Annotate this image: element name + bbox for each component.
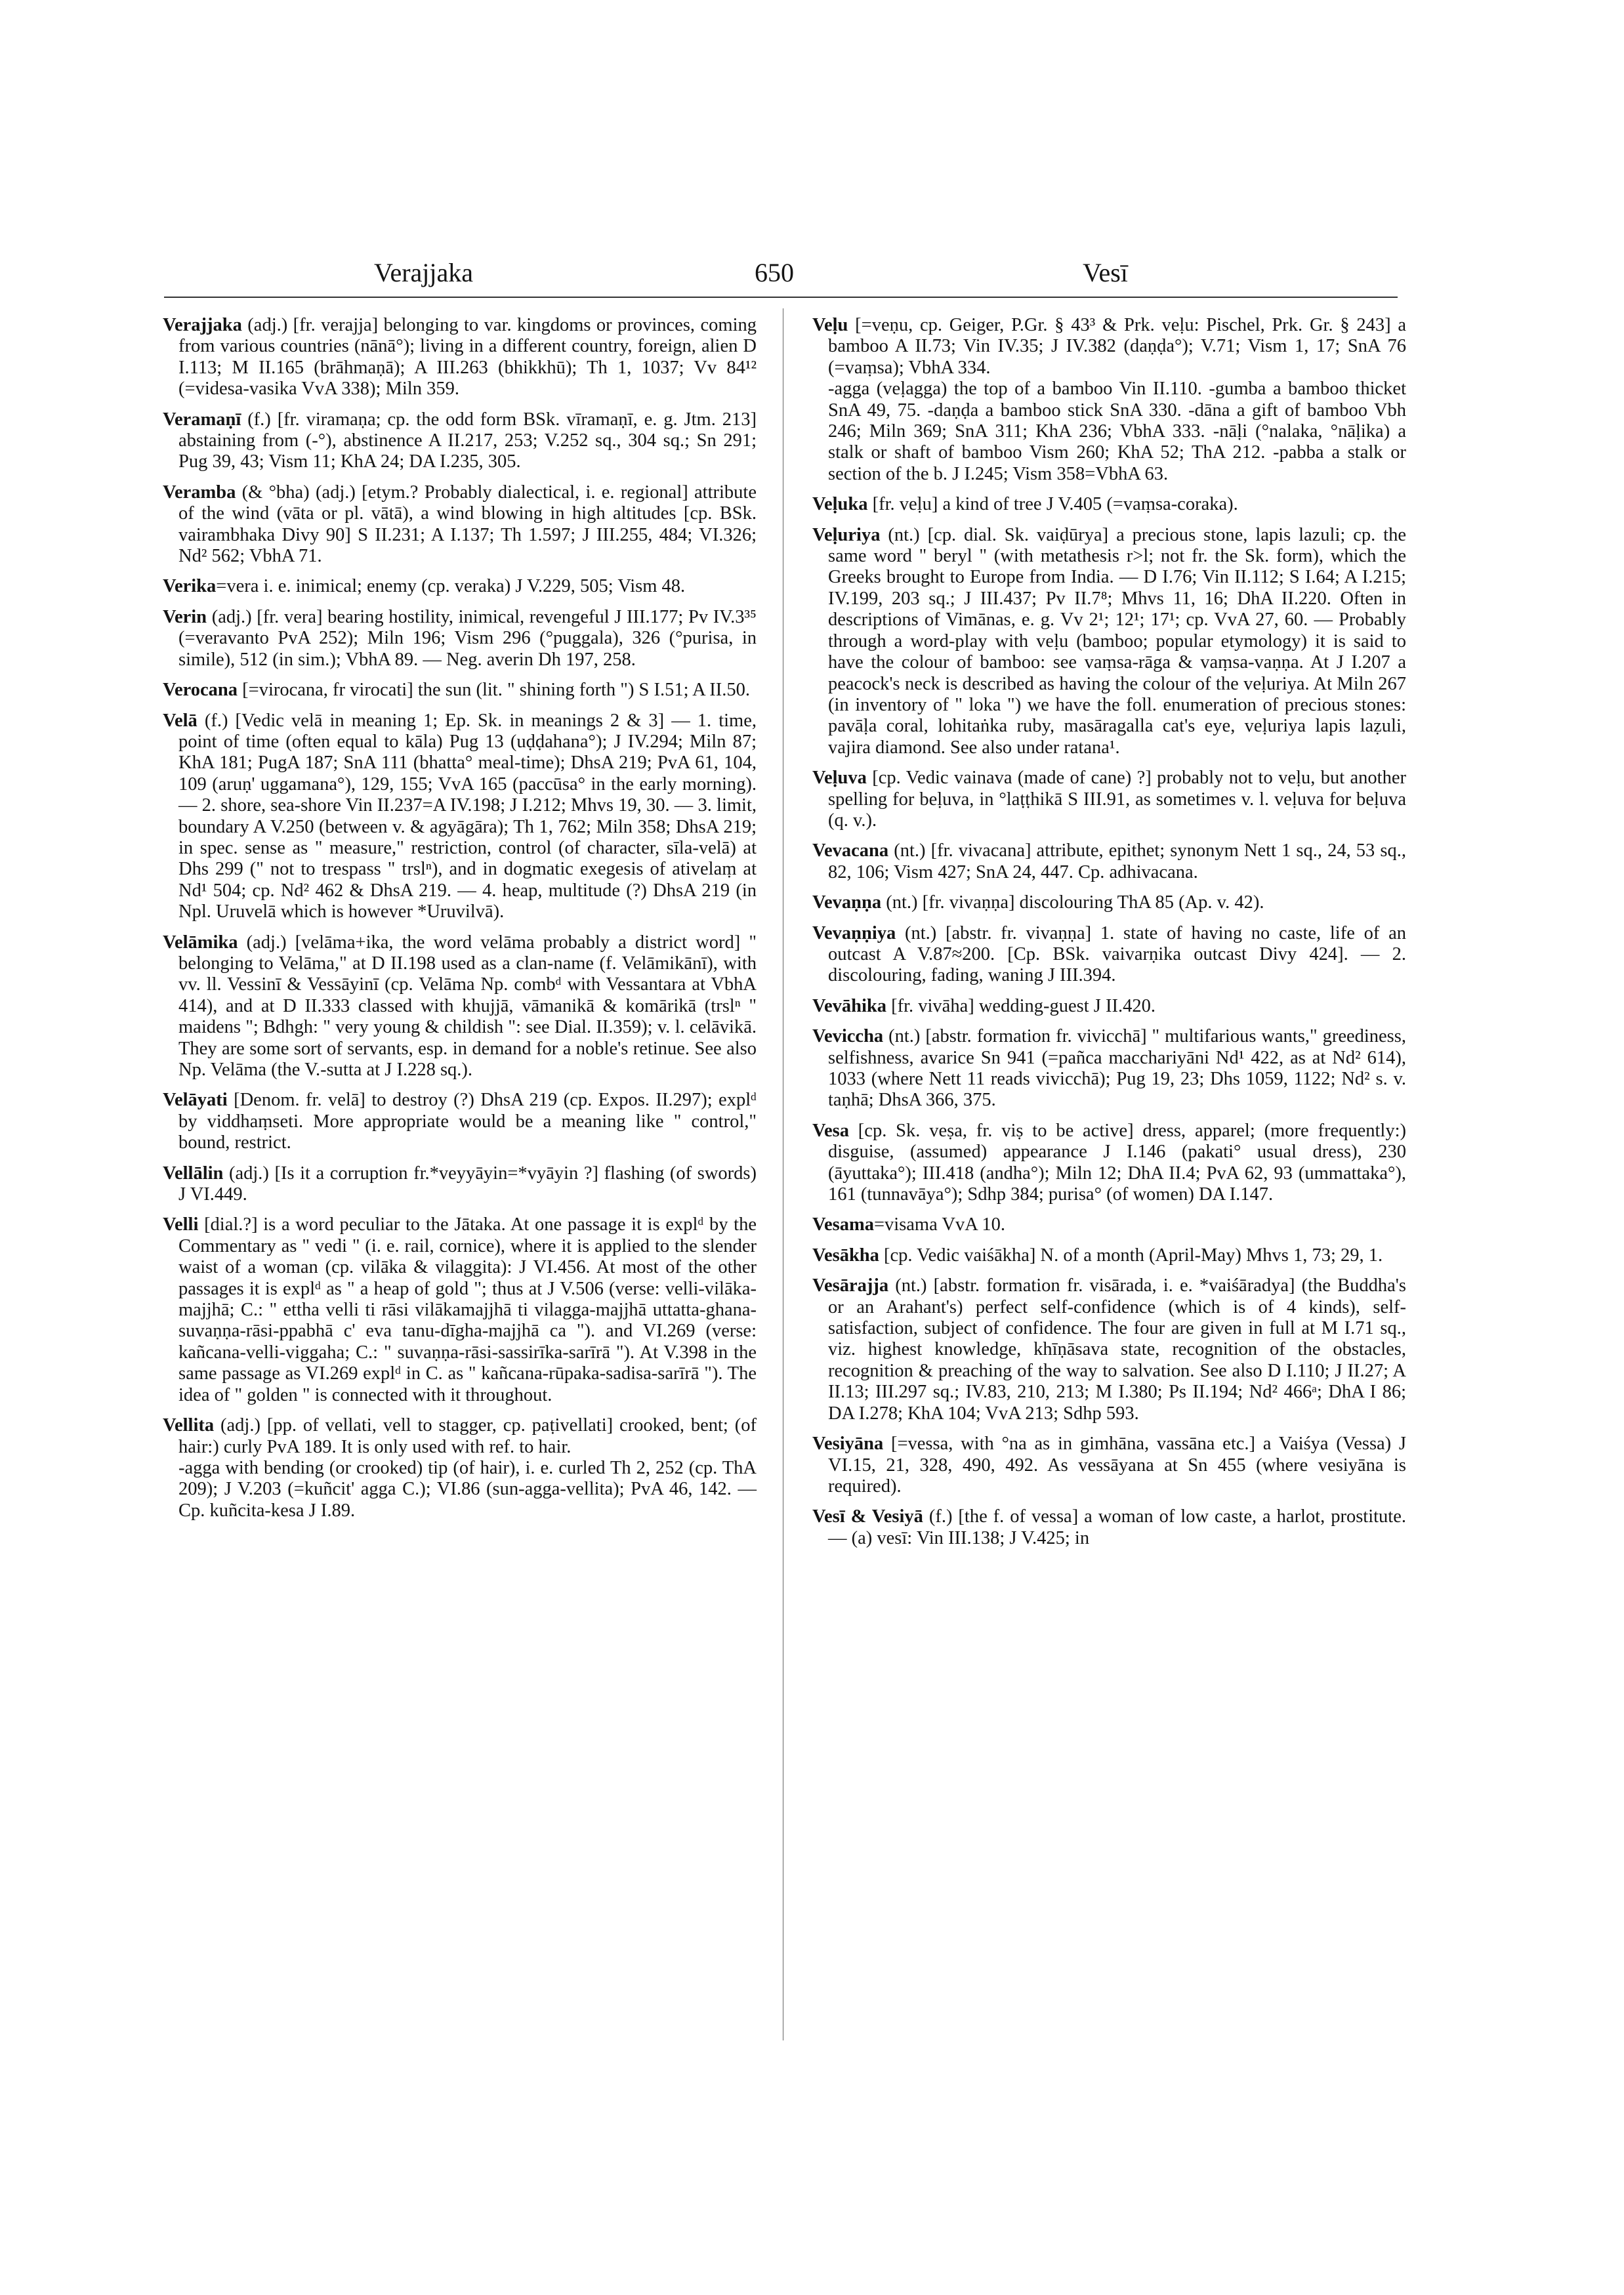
dictionary-entry [812,768,1406,831]
dictionary-entry [163,482,757,568]
entry-definition: [cp. Sk. veṣa, fr. viṣ to be active] dress, apparel; (more frequently:) disguise, (assumed) appearance J I.146 (pakati° usual dress), 230 (āyuttaka°); III.418 (andha°); Miln 12; DhA II.4; PvA 62, 93 (ummattaka°), 161 (tunnavāya°); Sdhp 384; purisa° (of women) DA I.147. [828,1120,1406,1205]
entry-headword: Veḷuva [812,768,867,789]
entry-definition: [cp. Vedic vainava (made of cane) ?] probably not to veḷu, but another spelling for beḷuva, in °laṭṭhikā S III.91, as sometimes v. l. veḷuva for beḷuva (q. v.). [828,768,1406,831]
header-left-guideword: Verajjaka [374,258,474,287]
entry-headword: Vesiyāna [812,1434,884,1455]
entry-headword: Veḷuka [812,494,868,515]
dictionary-entry [163,1415,757,1521]
dictionary-entry [812,892,1406,913]
entry-headword: Veramaṇī [163,409,241,430]
dictionary-entry [812,840,1406,883]
entry-headword: Verocana [163,680,238,701]
dictionary-entry [812,1506,1406,1549]
entry-definition: (adj.) [fr. verajja] belonging to var. kingdoms or provinces, coming from various countries (nānā°); living in a different country, foreign, alien D I.113; M II.165 (brāhmaṇā); A III.263 (bhikkhū); Th 1, 1037; Vv 84¹² (=videsa-vasika VvA 338); Miln 359. [178,315,757,400]
entry-headword: Verika [163,576,217,597]
entry-headword: Verin [163,606,207,627]
entry-definition: (f.) [Vedic velā in meaning 1; Ep. Sk. in meanings 2 & 3] — 1. time, point of time (often equal to kāla) Pug 13 (uḍḍahana°); J IV.294; Miln 87; KhA 181; PugA 187; SnA 111 (bhatta° meal-time); DhsA 219; PvA 61, 104, 109 (aruṇ' uggamana°), 129, 155; VvA 165 (paccūsa° in the early morning). — 2. shore, sea-shore Vin II.237=A IV.198; J I.212; Mhvs 19, 30. — 3. limit, boundary A V.250 (between v. & agyāgāra); Th 1, 762; Miln 358; DhsA 219; in spec. sense as " measure," restriction, control (of character, sīla-velā) at Dhs 299 (" not to trespass " trslⁿ), and in dogmatic exegesis of ativelaṃ at Nd¹ 504; cp. Nd² 462 & DhsA 219. — 4. heap, multitude (?) DhsA 219 (in Npl. Uruvelā which is however *Uruvilvā). [178,710,757,922]
entry-definition: [fr. veḷu] a kind of tree J V.405 (=vaṃsa-coraka). [867,494,1238,515]
dictionary-entry [812,996,1406,1017]
entry-headword: Veḷu [812,315,848,335]
entry-headword: Veramba [163,482,236,503]
entry-definition: (adj.) [pp. of vellati, vell to stagger, cp. paṭivellati] crooked, bent; (of hair:) curly PvA 189. It is only used with ref. to hair. [178,1415,757,1457]
entry-definition: (nt.) [abstr. formation fr. vivicchā] " multifarious wants," greediness, selfishness, avarice Sn 941 (=pañca macchariyāni Nd¹ 422, as at Nd² 614), 1033 (where Nett 11 reads vivicchā); Pug 19, 23; Dhs 1059, 1122; Nd² s. v. taṇhā; DhsA 366, 375. [828,1026,1406,1111]
entry-headword: Velāmika [163,932,238,953]
entry-definition: [fr. vivāha] wedding-guest J II.420. [886,995,1156,1016]
entry-headword: Velā [163,710,198,731]
dictionary-entry [812,1121,1406,1206]
dictionary-entry [163,1163,757,1206]
entry-definition: (f.) [the f. of vessa] a woman of low caste, a harlot, prostitute. — (a) vesī: Vin III.138; J V.425; in [828,1506,1407,1548]
dictionary-entry [812,525,1406,758]
entry-definition: (adj.) [Is it a corruption fr.*veyyāyin=*vyāyin ?] flashing (of swords) J VI.449. [178,1163,757,1205]
entry-headword: Vesama [812,1214,874,1235]
entry-definition: (nt.) [abstr. fr. vivaṇṇa] 1. state of having no caste, life of an outcast A V.87≈200. [Cp. BSk. vaivarṇika outcast Divy 424]. — 2. discolouring, fading, waning J III.394. [828,922,1406,986]
dictionary-entry [812,1026,1406,1111]
entry-headword: Vevacana [812,840,889,861]
entry-definition: (nt.) [fr. vivaṇṇa] discolouring ThA 85 (Ap. v. 42). [881,892,1264,913]
entry-headword: Vesa [812,1120,849,1141]
header-right-guideword: Vesī [1083,258,1128,287]
entry-definition: (nt.) [abstr. formation fr. visārada, i. e. *vaiśāradya] (the Buddha's or an Arahant's) perfect self-confidence (which is of 4 kinds), self-satisfaction, subject of confidence. The four are given in full at M I.71 sq., viz. highest knowledge, khīṇāsava state, recognition of the obstacles, recognition & preaching of the way to salvation. See also D I.110; J II.27; A II.13; III.297 sq.; IV.83, 210, 213; M I.380; Ps II.194; Nd² 466ᵃ; DhA I 86; DA I.278; KhA 104; VvA 213; Sdhp 593. [828,1275,1406,1424]
entry-definition: (nt.) [fr. vivacana] attribute, epithet; synonym Nett 1 sq., 24, 53 sq., 82, 106; Vism 427; SnA 24, 447. Cp. adhivacana. [828,840,1406,882]
entry-definition: (adj.) [fr. vera] bearing hostility, inimical, revengeful J III.177; Pv IV.3³⁵ (=veravanto PvA 252); Miln 196; Vism 296 (°puggala), 326 (°purisa, in simile), 512 (in sim.); VbhA 89. — Neg. averin Dh 197, 258. [178,606,757,670]
right-column [812,315,1406,1558]
entry-headword: Veḷuriya [812,524,881,545]
entry-definition: (& °bha) (adj.) [etym.? Probably dialectical, i. e. regional] attribute of the wind (vāta or pl. vātā), a wind blowing in high altitudes [cp. BSk. vairambhaka Divy 90] S II.231; A I.137; Th 1.597; J III.255, 484; VI.326; Nd² 562; VbhA 71. [178,482,757,567]
dictionary-entry [163,315,757,400]
entry-definition: [=veṇu, cp. Geiger, P.Gr. § 43³ & Prk. veḷu: Pischel, Prk. Gr. § 243] a bamboo A II.73; Vin IV.35; J IV.382 (daṇḍa°); V.71; Vism 1, 17; SnA 76 (=vaṃsa); VbhA 334. [828,315,1406,378]
running-head [164,257,1398,297]
entry-definition: (f.) [fr. viramaṇa; cp. the odd form BSk. vīramaṇī, e. g. Jtm. 213] abstaining from (-°), abstinence A II.217, 253; V.252 sq., 304 sq.; Sn 291; Pug 39, 43; Vism 11; KhA 24; DA I.235, 305. [178,409,757,472]
entry-headword: Vellita [163,1415,215,1436]
dictionary-entry [812,923,1406,987]
dictionary-entry [163,409,757,473]
entry-headword: Vevaṇṇa [812,892,882,913]
entry-definition: [Denom. fr. velā] to destroy (?) DhsA 219 (cp. Expos. II.297); explᵈ by viddhaṃseti. More appropriate would be a meaning like " control," bound, restrict. [178,1090,757,1153]
dictionary-entry [812,1214,1406,1235]
entry-headword: Verajjaka [163,315,242,335]
dictionary-entry [163,1090,757,1153]
dictionary-entry [812,315,1406,485]
entry-headword: Vesī & Vesiyā [812,1506,923,1527]
entry-headword: Vesākha [812,1245,879,1266]
dictionary-entry [812,1245,1406,1266]
dictionary-entry [163,932,757,1081]
entry-definition: =vera i. e. inimical; enemy (cp. veraka) J V.229, 505; Vism 48. [216,576,686,597]
dictionary-entry [163,711,757,923]
dictionary-entry [812,1434,1406,1497]
dictionary-entry [163,576,757,597]
entry-compounds: -agga with bending (or crooked) tip (of hair), i. e. curled Th 2, 252 (cp. ThA 209); J V.203 (=kuñcit' agga C.); VI.86 (sun-agga-vellita); PvA 46, 142. — Cp. kuñcita-kesa J I.89. [178,1457,757,1521]
entry-headword: Vevāhika [812,995,886,1016]
dictionary-entry [163,607,757,671]
dictionary-entry [812,1275,1406,1424]
entry-definition: [=vessa, with °na as in gimhāna, vassāna etc.] a Vaiśya (Vessa) J VI.15, 21, 328, 490, 492. As vessāyana at Sn 455 (where vesiyāna is required). [828,1434,1406,1497]
entry-headword: Velli [163,1214,199,1235]
entry-definition: (adj.) [velāma+ika, the word velāma probably a district word] " belonging to Velāma," at D II.198 used as a clan-name (f. Velāmikānī), with vv. ll. Vessinī & Vessāyinī (cp. Velāma Np. combᵈ with Vessantara at VbhA 414), and at D II.333 classed with khujjā, vāmanikā & komārikā (trslⁿ " maidens "; Bdhgh: " very young & childish ": see Dial. II.359); v. l. celāvikā. They are some sort of servants, esp. in demand for a noble's retinue. See also Np. Velāma (the V.-sutta at J I.228 sq.). [178,932,757,1080]
dictionary-entry [163,1214,757,1406]
header-rule [164,297,1398,298]
entry-definition: [cp. Vedic vaiśākha] N. of a month (April-May) Mhvs 1, 73; 29, 1. [879,1245,1383,1266]
entry-headword: Vesārajja [812,1275,889,1296]
dictionary-entry [163,680,757,701]
dictionary-entry [812,494,1406,515]
left-column [163,315,757,1531]
entry-definition: [dial.?] is a word peculiar to the Jātaka. At one passage it is explᵈ by the Commentary as " vedi " (i. e. rail, cornice), where it is applied to the slender waist of a woman (cp. vilāka & vilaggita): J VI.456. At most of the other passages it is explᵈ as " a heap of gold "; thus at J V.506 (verse: velli-vilāka-majjhā; C.: " ettha velli ti rāsi vilākamajjhā ti vilagga-majjhā uttatta-ghana-suvaṇṇa-rāsi-ppabhā c' eva tanu-dīgha-majjhā ca "). and VI.269 (verse: kañcana-velli-viggaha; C.: " suvaṇṇa-rāsi-sassirīka-sarīrā "). At V.398 in the same passage as VI.269 explᵈ in C. as " kañcana-rūpaka-sadisa-sarīrā "). The idea of " golden " is connected with it throughout. [178,1214,757,1405]
entry-headword: Vevaṇṇiya [812,922,896,943]
page-number: 650 [755,258,794,287]
entry-definition: =visama VvA 10. [873,1214,1005,1235]
entry-headword: Velāyati [163,1090,228,1111]
entry-headword: Vellālin [163,1163,224,1184]
entry-compounds: -agga (veḷagga) the top of a bamboo Vin II.110. -gumba a bamboo thicket SnA 49, 75. -daṇḍa a bamboo stick SnA 330. -dāna a gift of bamboo Vbh 246; Miln 369; SnA 311; KhA 236; VbhA 333. -nāḷi (°nalaka, °nāḷika) a stalk or shaft of bamboo Vism 260; KhA 52; ThA 212. -pabba a stalk or section of the b. J I.245; Vism 358=VbhA 63. [828,379,1406,484]
entry-headword: Veviccha [812,1026,884,1047]
entry-definition: (nt.) [cp. dial. Sk. vaiḍūrya] a precious stone, lapis lazuli; cp. the same word " beryl " (with metathesis r>l; not fr. the Sk. form), which the Greeks brought to Europe from India. — D I.76; Vin II.112; S I.64; A I.215; IV.199, 203 sq.; J III.437; Pv II.7⁸; Mhvs 11, 16; DhA II.220. Often in descriptions of Vimānas, e. g. Vv 2¹; 12¹; 17¹; cp. VvA 27, 60. — Probably through a word-play with veḷu (bamboo; popular etymology) it is said to have the colour of bamboo: see vaṃsa-rāga & vaṃsa-vaṇṇa. At J I.207 a peacock's neck is described as having the colour of the veḷuriya. At Miln 267 (in inventory of " loka ") we have the foll. enumeration of precious stones: pavāḷa coral, lohitaṅka ruby, masāragalla cat's eye, veḷuriya lapis laẓuli, vajira diamond. See also under ratana¹. [828,524,1406,758]
entry-definition: [=virocana, fr virocati] the sun (lit. " shining forth ") S I.51; A II.50. [238,680,750,701]
